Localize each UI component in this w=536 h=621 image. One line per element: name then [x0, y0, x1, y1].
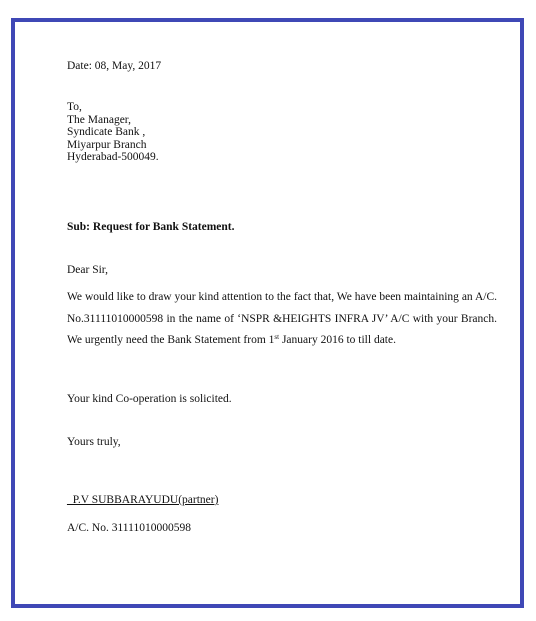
recipient-address: [67, 101, 159, 164]
account-number: A/C. No. 31111010000598: [67, 522, 191, 534]
address-line: Miyarpur Branch: [67, 138, 147, 151]
letter-subject: Sub: Request for Bank Statement.: [67, 221, 235, 233]
letter-closing: Yours truly,: [67, 436, 121, 448]
paragraph-text-end: January 2016 to till date.: [279, 334, 396, 346]
paragraph-text: We would like to draw your kind attention to the fact that, We have been maintaining an A/C. No.31111010000598 in the name of ‘NSPR &HEIGHTS INFRA JV’ A/C with your Branch. We urgently need the Bank Statement from 1: [67, 291, 497, 346]
address-line: Syndicate Bank ,: [67, 126, 146, 138]
address-line: The Manager,: [67, 113, 132, 126]
address-line: To,: [67, 101, 82, 113]
ordinal-suffix: st: [274, 333, 280, 341]
letter-date: Date: 08, May, 2017: [67, 60, 162, 72]
cooperation-request: Your kind Co-operation is solicited.: [67, 393, 232, 405]
document-page: [11, 18, 524, 608]
signatory-name: _P.V SUBBARAYUDU(partner): [67, 494, 219, 506]
letter-salutation: Dear Sir,: [67, 264, 109, 276]
address-line: Hyderabad-500049.: [67, 151, 159, 163]
letter-paragraph: [67, 287, 497, 352]
